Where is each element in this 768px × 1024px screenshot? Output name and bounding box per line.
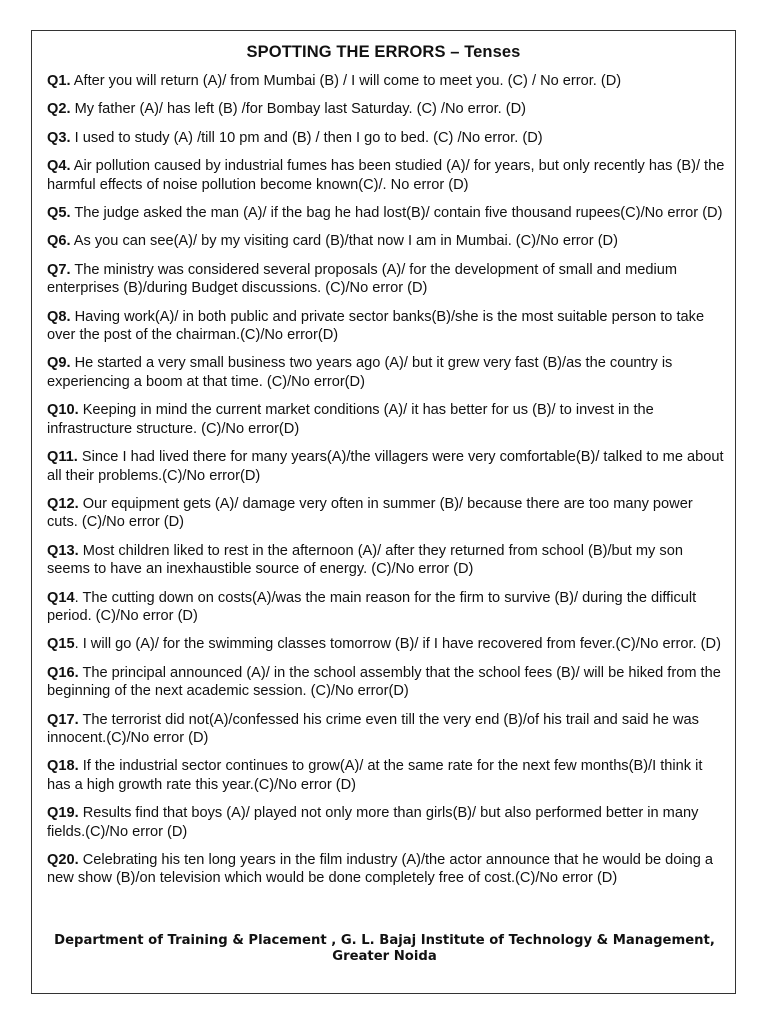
question-14 <box>47 589 727 626</box>
question-text: If the industrial sector continues to grow(A)/ at the same rate for the next few months(B)/I think it has a high growth rate this year.(C)/No error (D) <box>47 758 703 793</box>
question-2 <box>47 100 727 118</box>
question-number: Q1. <box>47 73 71 89</box>
question-number: Q12. <box>47 495 79 512</box>
question-text: The ministry was considered several proposals (A)/ for the development of small and medium enterprises (B)/during Budget discussions. (C)/No error (D) <box>47 261 677 297</box>
question-number: Q20. <box>47 852 79 868</box>
question-number: Q9. <box>47 355 71 372</box>
question-text: The judge asked the man (A)/ if the bag he had lost(B)/ contain five thousand rupees(C)/No error (D) <box>74 205 723 222</box>
question-15 <box>47 635 727 653</box>
question-20 <box>47 851 727 888</box>
question-text: He started a very small business two years ago (A)/ but it grew very fast (B)/as the country is experiencing a boom at that time. (C)/No error(D) <box>47 355 673 390</box>
question-text: As you can see(A)/ by my visiting card (B)/that now I am in Mumbai. (C)/No error (D) <box>73 233 618 250</box>
question-10 <box>47 401 727 438</box>
question-11 <box>47 448 727 485</box>
question-6 <box>47 232 727 250</box>
question-text: Our equipment gets (A)/ damage very often in summer (B)/ because there are too many power cuts. (C)/No error (D) <box>47 495 693 531</box>
question-1 <box>47 72 727 90</box>
footer-text: Department of Training & Placement , G. L. Bajaj Institute of Technology & Management, Greater Noida <box>54 933 715 964</box>
question-17 <box>47 711 727 748</box>
question-number: Q7. <box>47 261 71 278</box>
question-number: Q19. <box>47 805 79 822</box>
question-text: Air pollution caused by industrial fumes has been studied (A)/ for years, but only recently has (B)/ the harmful effects of noise pollution become known(C)/. No error (D) <box>47 158 725 193</box>
question-number: Q16. <box>47 664 79 681</box>
question-9 <box>47 354 727 391</box>
question-5 <box>47 204 727 222</box>
question-text: My father (A)/ has left (B) /for Bombay last Saturday. (C) /No error. (D) <box>74 101 527 118</box>
question-text: Celebrating his ten long years in the film industry (A)/the actor announce that he would be doing a new show (B)/on television which would be done completely free of cost.(C)/No error (D) <box>47 852 714 887</box>
question-number: Q17. <box>47 711 79 728</box>
question-4 <box>47 157 727 194</box>
page-title: SPOTTING THE ERRORS – Tenses <box>246 43 521 61</box>
question-number: Q10. <box>47 402 79 419</box>
question-number: Q6. <box>47 233 71 250</box>
question-number: Q14 <box>47 589 75 606</box>
question-number: Q13. <box>47 542 79 559</box>
question-text: . I will go (A)/ for the swimming classes tomorrow (B)/ if I have recovered from fever.(C)/No error. (D) <box>74 636 721 653</box>
question-text: Since I had lived there for many years(A)/the villagers were very comfortable(B)/ talked to me about all their problems.(C)/No error(D) <box>47 449 724 484</box>
question-12 <box>47 495 727 532</box>
question-13 <box>47 542 727 579</box>
question-3 <box>47 129 727 147</box>
question-text: The terrorist did not(A)/confessed his crime even till the very end (B)/of his trail and said he was innocent.(C)/No error (D) <box>47 711 699 746</box>
question-text: I used to study (A) /till 10 pm and (B) / then I go to bed. (C) /No error. (D) <box>74 129 543 146</box>
question-list <box>47 72 727 888</box>
question-number: Q3. <box>47 129 71 146</box>
question-text: The principal announced (A)/ in the school assembly that the school fees (B)/ will be hiked from the beginning of the next academic session. (C)/No error(D) <box>47 664 721 700</box>
question-7 <box>47 261 727 298</box>
question-text: After you will return (A)/ from Mumbai (B) / I will come to meet you. (C) / No error. (D) <box>73 73 622 89</box>
question-16 <box>47 664 727 701</box>
worksheet-frame <box>31 30 736 994</box>
question-number: Q15 <box>47 636 75 653</box>
question-number: Q11. <box>47 449 78 466</box>
question-text: Keeping in mind the current market conditions (A)/ it has better for us (B)/ to invest in the infrastructure structure. (C)/No error(D) <box>47 402 654 437</box>
question-number: Q8. <box>47 308 71 325</box>
question-number: Q5. <box>47 205 71 222</box>
question-8 <box>47 308 727 345</box>
question-19 <box>47 804 727 841</box>
question-number: Q4. <box>47 158 71 175</box>
question-number: Q18. <box>47 758 79 775</box>
question-18 <box>47 757 727 794</box>
question-text: Most children liked to rest in the afternoon (A)/ after they returned from school (B)/but my son seems to have an inexhaustible source of energy. (C)/No error (D) <box>47 542 683 578</box>
question-text: Having work(A)/ in both public and private sector banks(B)/she is the most suitable person to take over the post of the chairman.(C)/No error(D) <box>47 308 705 344</box>
question-number: Q2. <box>47 101 71 118</box>
question-text: Results find that boys (A)/ played not only more than girls(B)/ but also performed better in many fields.(C)/No error (D) <box>47 805 699 840</box>
question-text: . The cutting down on costs(A)/was the main reason for the firm to survive (B)/ during the difficult period. (C)/No error (D) <box>47 589 697 624</box>
